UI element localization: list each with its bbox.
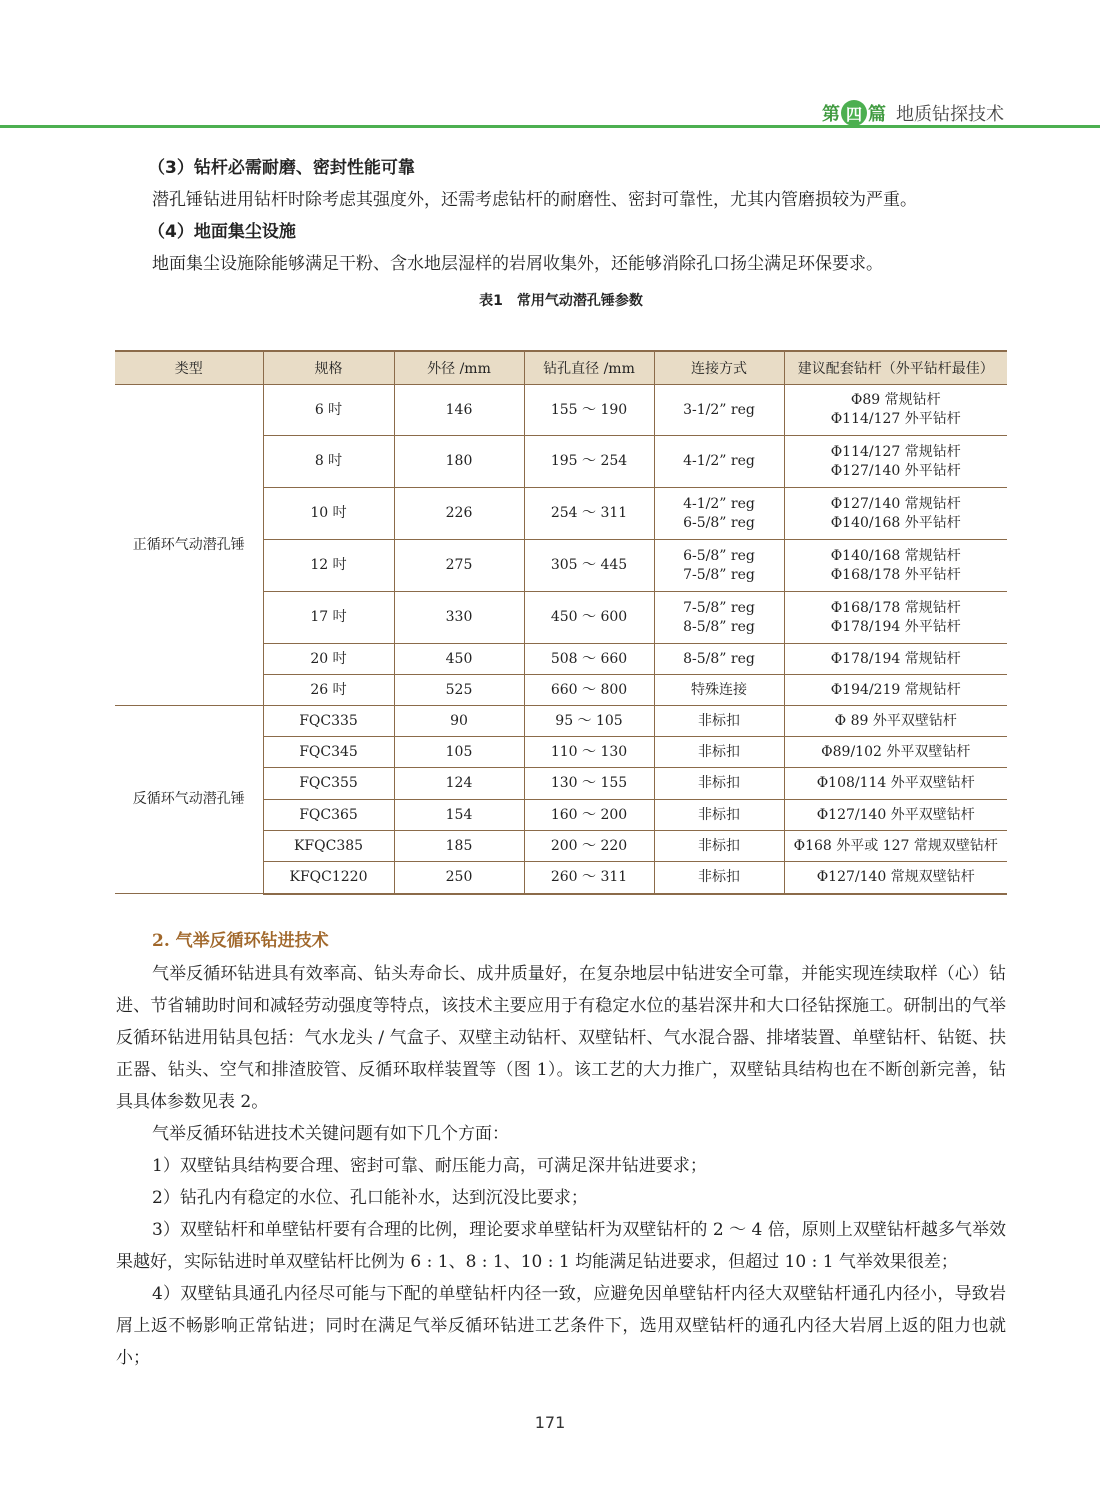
- table-cell: FQC365: [263, 800, 394, 831]
- cell-line: Φ114/127 常规钻杆: [830, 443, 961, 460]
- running-header: [822, 100, 1004, 126]
- list-item: 2）钻孔内有稳定的水位、孔口能补水，达到沉没比要求；: [152, 1188, 588, 1208]
- table-cell: 非标扣: [654, 737, 784, 768]
- table-cell: 非标扣: [654, 706, 784, 737]
- table-cell: 3-1/2” reg: [654, 385, 784, 436]
- table-cell: 8-5/8” reg: [654, 644, 784, 675]
- table-cell: 非标扣: [654, 800, 784, 831]
- cell-line: Φ168/178 常规钻杆: [830, 599, 961, 616]
- table-cell: 305 ～ 445: [524, 540, 654, 592]
- table-header-row: [115, 351, 1007, 385]
- cell-line: Φ140/168 常规钻杆: [830, 547, 961, 564]
- table-cell: FQC355: [263, 768, 394, 800]
- table-cell: [654, 540, 784, 592]
- upper-text: [116, 152, 1006, 320]
- header-cell: 连接方式: [654, 351, 784, 385]
- cell-line: Φ178/194 外平钻杆: [830, 618, 961, 635]
- table-cell: 260 ～ 311: [524, 862, 654, 894]
- cell-line: Φ168/178 外平钻杆: [830, 566, 961, 583]
- header-cell: 建议配套钻杆（外平钻杆最佳）: [784, 351, 1007, 385]
- cell-line: Φ114/127 外平钻杆: [830, 411, 961, 427]
- table-cell: 200 ～ 220: [524, 831, 654, 862]
- cell-line: Φ89 常规钻杆: [850, 392, 941, 408]
- table-cell: [784, 540, 1007, 592]
- table-cell: Φ108/114 外平双壁钻杆: [784, 768, 1007, 800]
- cell-line: Φ127/140 常规钻杆: [830, 495, 961, 512]
- table-cell: 105: [394, 737, 524, 768]
- header-cell: 外径 /mm: [394, 351, 524, 385]
- header-cell: 类型: [115, 351, 263, 385]
- table-cell: [654, 592, 784, 644]
- cell-line: 6-5/8” reg: [683, 547, 755, 564]
- list-item: 4）双壁钻具通孔内径尽可能与下配的单壁钻杆内径一致，应避免因单壁钻杆内径大双壁钻杆通孔内径小，导致岩屑上返不畅影响正常钻进；同时在满足气举反循环钻进工艺条件下，选用双壁钻杆的通孔内径大岩屑上返的阻力也就小；: [116, 1284, 1006, 1368]
- table-cell: 8 吋: [263, 436, 394, 488]
- table-cell: [784, 488, 1007, 540]
- table-cell: Φ127/140 外平双壁钻杆: [784, 800, 1007, 831]
- paragraph-4: 地面集尘设施除能够满足干粉、含水地层湿样的岩屑收集外，还能够消除孔口扬尘满足环保要求。: [152, 254, 883, 274]
- table-cell: 226: [394, 488, 524, 540]
- table-cell: 17 吋: [263, 592, 394, 644]
- subheading-3: （3）钻杆必需耐磨、密封性能可靠: [148, 158, 415, 178]
- list-item: 1）双壁钻具结构要合理、密封可靠、耐压能力高，可满足深井钻进要求；: [152, 1156, 707, 1176]
- table-cell: 275: [394, 540, 524, 592]
- table-cell: Φ 89 外平双壁钻杆: [784, 706, 1007, 737]
- paragraph: 气举反循环钻进具有效率高、钻头寿命长、成井质量好，在复杂地层中钻进安全可靠，并能实现连续取样（心）钻进、节省辅助时间和减轻劳动强度等特点，该技术主要应用于有稳定水位的基岩深井和大口径钻探施工。研制出的气举反循环钻进用钻具包括：气水龙头 / 气盒子、双壁主动钻杆、双壁钻杆、气水混合器、排堵装置、单壁钻杆、钻铤、扶正器、钻头、空气和排渣胶管、反循环取样装置等（图 1）。该工艺的大力推广，双壁钻具结构也在不断创新完善，钻具具体参数见表 2。: [116, 964, 1006, 1112]
- table-cell: 155 ～ 190: [524, 385, 654, 436]
- table-cell: 195 ～ 254: [524, 436, 654, 488]
- table-cell: 154: [394, 800, 524, 831]
- table-cell: 26 吋: [263, 675, 394, 706]
- table-row: [115, 706, 1007, 737]
- list-item: 3）双壁钻杆和单壁钻杆要有合理的比例，理论要求单壁钻杆为双壁钻杆的 2 ～ 4 倍，原则上双壁钻杆越多气举效果越好，实际钻进时单双壁钻杆比例为 6 : 1、8 : 1、10 : 1 均能满足钻进要求，但超过 10 : 1 气举效果很差；: [116, 1220, 1006, 1272]
- section-title: 地质钻探技术: [896, 104, 1004, 125]
- table-cell: Φ89/102 外平双壁钻杆: [784, 737, 1007, 768]
- table-cell: 450: [394, 644, 524, 675]
- type-cell: 反循环气动潜孔锤: [115, 706, 263, 894]
- table-cell: 160 ～ 200: [524, 800, 654, 831]
- part-suffix: 篇: [868, 104, 886, 125]
- table-cell: KFQC1220: [263, 862, 394, 894]
- table-cell: [784, 436, 1007, 488]
- table-cell: KFQC385: [263, 831, 394, 862]
- paragraph: 气举反循环钻进技术关键问题有如下几个方面：: [152, 1124, 509, 1144]
- subheading-4: （4）地面集尘设施: [148, 222, 296, 242]
- table-cell: 250: [394, 862, 524, 894]
- table-cell: 10 吋: [263, 488, 394, 540]
- cell-line: 7-5/8” reg: [683, 599, 755, 616]
- table-title: 表1 常用气动潜孔锤参数: [479, 293, 643, 309]
- table-cell: 12 吋: [263, 540, 394, 592]
- table-cell: [784, 592, 1007, 644]
- part-label: [822, 100, 886, 126]
- table-cell: 180: [394, 436, 524, 488]
- cell-line: 4-1/2” reg: [683, 495, 755, 512]
- section-heading: 2. 气举反循环钻进技术: [152, 931, 329, 951]
- table-cell: 95 ～ 105: [524, 706, 654, 737]
- cell-line: 6-5/8” reg: [683, 514, 755, 531]
- table-cell: 非标扣: [654, 768, 784, 800]
- table-cell: 20 吋: [263, 644, 394, 675]
- table-cell: FQC345: [263, 737, 394, 768]
- table-cell: 非标扣: [654, 862, 784, 894]
- table-cell: 4-1/2” reg: [654, 436, 784, 488]
- table-cell: 508 ～ 660: [524, 644, 654, 675]
- table-cell: 非标扣: [654, 831, 784, 862]
- table-cell: 185: [394, 831, 524, 862]
- header-rule: [0, 125, 1100, 128]
- part-prefix: 第: [822, 104, 840, 125]
- table-cell: [654, 488, 784, 540]
- table-cell: 146: [394, 385, 524, 436]
- table-cell: 130 ～ 155: [524, 768, 654, 800]
- table-cell: FQC335: [263, 706, 394, 737]
- table-cell: 6 吋: [263, 385, 394, 436]
- table-cell: Φ168 外平或 127 常规双壁钻杆: [784, 831, 1007, 862]
- table-cell: 特殊连接: [654, 675, 784, 706]
- table-cell: 110 ～ 130: [524, 737, 654, 768]
- paragraph-3: 潜孔锤钻进用钻杆时除考虑其强度外，还需考虑钻杆的耐磨性、密封可靠性，尤其内管磨损较为严重。: [152, 190, 917, 210]
- part-number-badge: 四: [841, 100, 867, 126]
- lower-text: [116, 924, 1006, 1374]
- table-cell: 660 ～ 800: [524, 675, 654, 706]
- header-cell: 规格: [263, 351, 394, 385]
- table-cell: Φ127/140 常规双壁钻杆: [784, 862, 1007, 894]
- table-cell: 450 ～ 600: [524, 592, 654, 644]
- type-cell: 正循环气动潜孔锤: [115, 385, 263, 706]
- table-cell: 124: [394, 768, 524, 800]
- table-cell: 254 ～ 311: [524, 488, 654, 540]
- table-cell: 525: [394, 675, 524, 706]
- cell-line: Φ140/168 外平钻杆: [830, 514, 961, 531]
- parameters-table: [115, 350, 1007, 895]
- cell-line: 7-5/8” reg: [683, 566, 755, 583]
- cell-line: 8-5/8” reg: [683, 618, 755, 635]
- table-cell: 330: [394, 592, 524, 644]
- table-row: [115, 385, 1007, 436]
- table-cell: Φ178/194 常规钻杆: [784, 644, 1007, 675]
- page-number: 171: [534, 1413, 566, 1432]
- cell-line: Φ127/140 外平钻杆: [830, 462, 961, 479]
- table-cell: 90: [394, 706, 524, 737]
- table-cell: [784, 385, 1007, 436]
- header-cell: 钻孔直径 /mm: [524, 351, 654, 385]
- table-cell: Φ194/219 常规钻杆: [784, 675, 1007, 706]
